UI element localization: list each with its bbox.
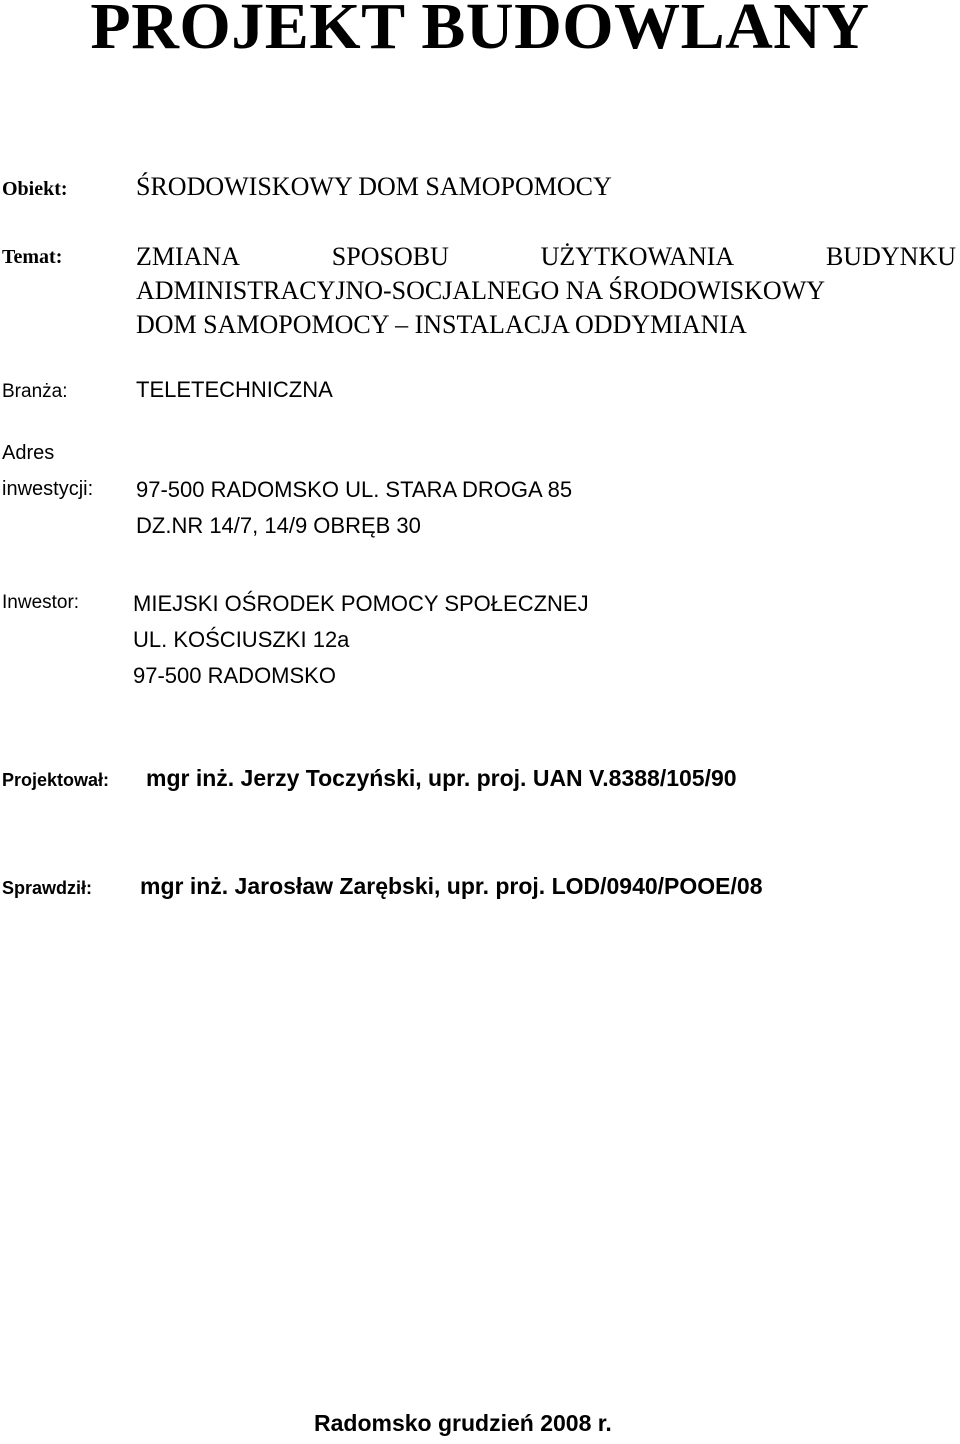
inwestor-line-1: MIEJSKI OŚRODEK POMOCY SPOŁECZNEJ	[133, 591, 589, 616]
adres-label-line-1: Adres	[2, 442, 55, 464]
adres-label-line-2: inwestycji:	[2, 478, 94, 500]
temat-label: Temat:	[2, 246, 63, 268]
branza-value: TELETECHNICZNA	[136, 377, 333, 402]
temat-word: BUDYNKU	[825, 242, 956, 271]
inwestor-label: Inwestor:	[2, 592, 80, 613]
obiekt-label: Obiekt:	[2, 178, 68, 200]
temat-value	[136, 240, 956, 342]
document-title: PROJEKT BUDOWLANY	[90, 0, 870, 63]
branza-label: Branża:	[2, 381, 68, 402]
inwestor-line-2: UL. KOŚCIUSZKI 12a	[133, 627, 350, 652]
inwestor-line-3: 97-500 RADOMSKO	[133, 663, 336, 688]
inwestor-value	[133, 586, 589, 694]
projektowal-label: Projektował:	[2, 770, 110, 790]
temat-line-2: ADMINISTRACYJNO-SOCJALNEGO NA ŚRODOWISKOWY	[136, 276, 826, 305]
obiekt-value: ŚRODOWISKOWY DOM SAMOPOMOCY	[136, 172, 612, 201]
temat-word: UŻYTKOWANIA	[540, 242, 735, 271]
adres-value	[136, 472, 572, 544]
projektowal-value: mgr inż. Jerzy Toczyński, upr. proj. UAN V.8388/105/90	[146, 765, 737, 791]
adres-line-2: DZ.NR 14/7, 14/9 OBRĘB 30	[136, 513, 421, 538]
adres-line-1: 97-500 RADOMSKO UL. STARA DROGA 85	[136, 477, 573, 502]
temat-word: SPOSOBU	[331, 242, 449, 271]
temat-word: ZMIANA	[136, 242, 240, 271]
sprawdzil-value: mgr inż. Jarosław Zarębski, upr. proj. LOD/0940/POOE/08	[140, 873, 763, 899]
temat-line-1	[136, 240, 956, 274]
temat-line-3: DOM SAMOPOMOCY – INSTALACJA ODDYMIANIA	[136, 310, 747, 339]
footer-place-date: Radomsko grudzień 2008 r.	[314, 1410, 612, 1436]
sprawdzil-label: Sprawdził:	[2, 878, 93, 898]
